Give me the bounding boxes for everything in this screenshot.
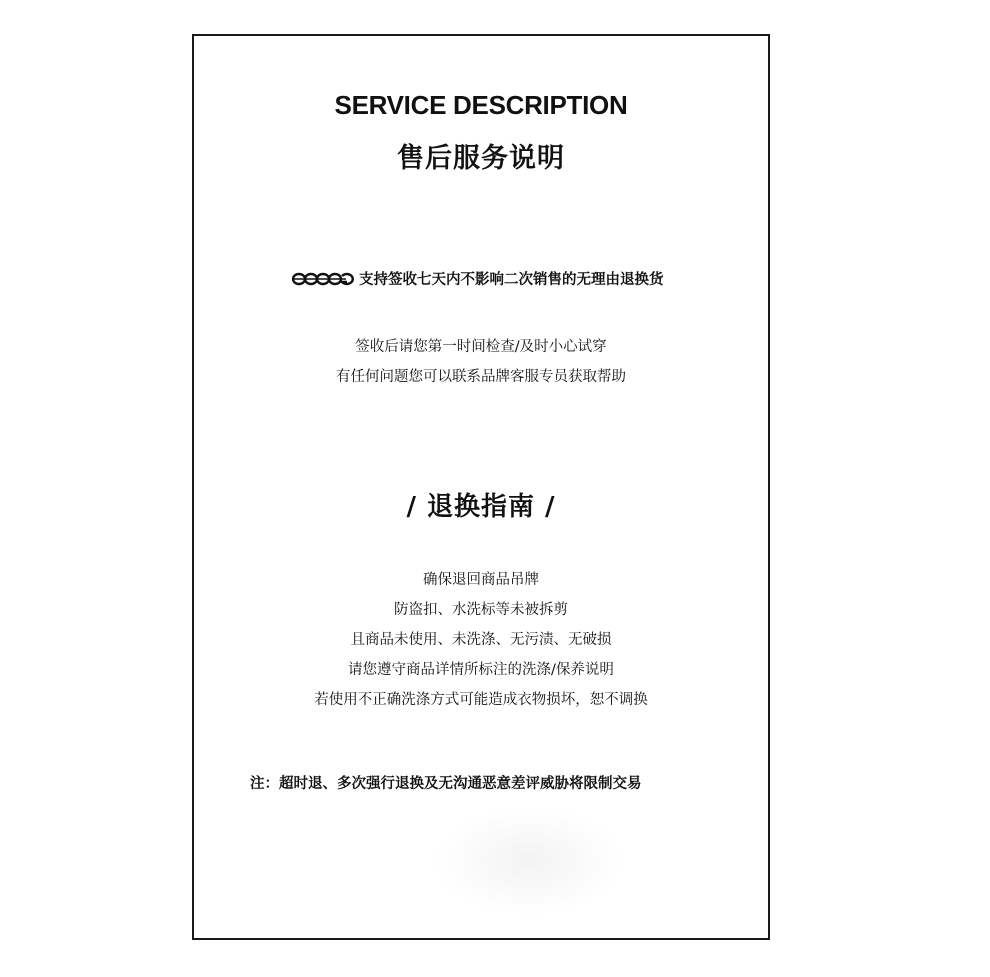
faded-watermark [434,806,624,916]
intro-paragraph [194,332,768,392]
intro-line: 签收后请您第一时间检查/及时小心试穿 [355,339,607,355]
return-policy-notice [292,268,664,289]
service-card [192,34,770,940]
guide-line: 确保退回商品吊牌 [423,572,539,588]
guide-line: 防盗扣、水洗标等未被拆剪 [394,602,568,618]
guide-heading: / 退换指南 / [406,492,556,522]
notice-text: 支持签收七天内不影响二次销售的无理由退换货 [359,272,664,288]
chain-logo-icon [292,272,354,286]
intro-line: 有任何问题您可以联系品牌客服专员获取帮助 [336,369,626,385]
footer-note: 注：超时退、多次强行退换及无沟通恶意差评威胁将限制交易 [250,776,642,792]
guide-line: 请您遵守商品详情所标注的洗涤/保养说明 [348,662,614,678]
title-chinese: 售后服务说明 [397,143,565,174]
guide-line: 且商品未使用、未洗涤、无污渍、无破损 [350,632,612,648]
guide-paragraph [194,565,768,715]
guide-line: 若使用不正确洗涤方式可能造成衣物损坏，恕不调换 [314,692,648,708]
title-english: SERVICE DESCRIPTION [334,90,628,120]
